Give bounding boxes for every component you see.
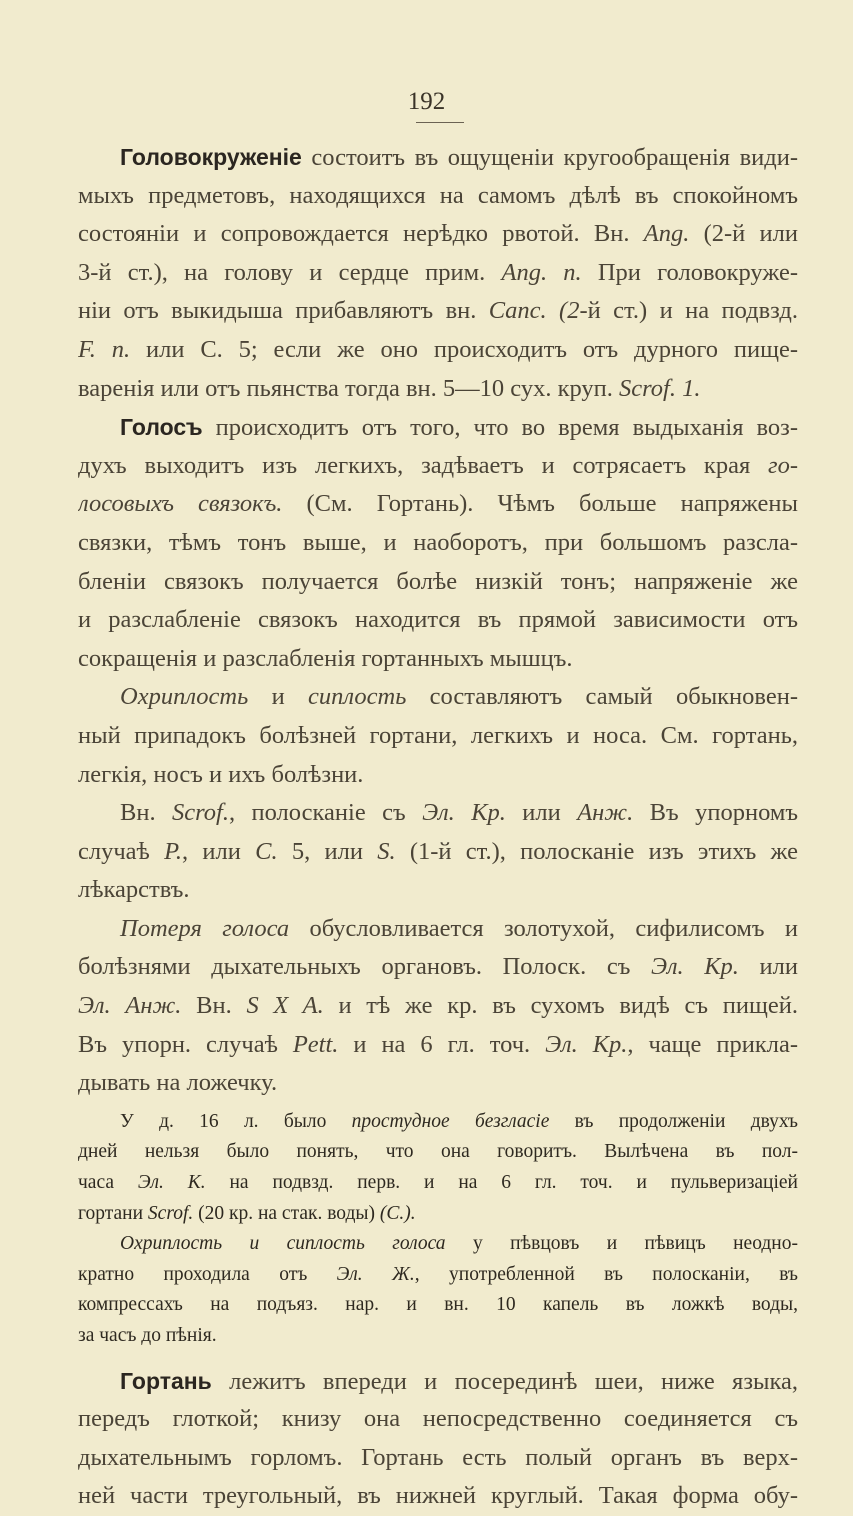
- text-line: состояніи и сопровождается нерѣдко рвотой. Вн. Ang. (2-й или: [78, 220, 798, 248]
- text-line: Вн. Scrof., полосканіе съ Эл. Кр. или Анж. Въ упорномъ: [120, 799, 798, 827]
- text-line: дыхательнымъ горломъ. Гортань есть полый органъ въ верх-: [78, 1443, 798, 1471]
- text-line: кратно проходила отъ Эл. Ж., употребленной въ полосканіи, въ: [78, 1263, 798, 1285]
- paragraph-golovokruzhenie: [78, 138, 798, 408]
- page-number: 192: [407, 88, 446, 115]
- text-line: мыхъ предметовъ, находящихся на самомъ дѣлѣ въ спокойномъ: [78, 181, 798, 209]
- text-line: гортани Scrof. (20 кр. на стак. воды) (С.).: [78, 1202, 416, 1224]
- text-line: связки, тѣмъ тонъ выше, и наоборотъ, при большомъ разсла-: [78, 528, 798, 556]
- paragraph-treatment: [78, 794, 798, 910]
- text-line: Охриплость и сиплость составляютъ самый обыкновен-: [120, 683, 798, 711]
- text-line: F. n. или С. 5; если же оно происходитъ отъ дурного пище-: [78, 335, 798, 363]
- text-line: У д. 16 л. было простудное безгласіе въ продолженіи двухъ: [120, 1110, 798, 1132]
- text-line: дывать на ложечку.: [78, 1069, 278, 1097]
- text-line: компрессахъ на подъяз. нар. и вн. 10 капель въ ложкѣ воды,: [78, 1294, 798, 1316]
- text-line: ней части треугольный, въ нижней круглый. Такая форма обу-: [78, 1482, 798, 1510]
- text-line: ніи отъ выкидыша прибавляютъ вн. Canc. (2-й ст.) и на подвзд.: [78, 297, 798, 325]
- text-line: Эл. Анж. Вн. S X A. и тѣ же кр. въ сухомъ видѣ съ пищей.: [78, 992, 798, 1020]
- text-line: Голосъ происходитъ отъ того, что во время выдыханія воз-: [120, 414, 798, 442]
- text-line: лѣкарствъ.: [78, 876, 190, 904]
- text-line: за часъ до пѣнія.: [78, 1325, 217, 1346]
- text-line: легкія, носъ и ихъ болѣзни.: [78, 760, 364, 788]
- text-line: Гортань лежитъ впереди и посерединѣ шеи, ниже языка,: [120, 1367, 798, 1395]
- text-line: Головокруженіе состоитъ въ ощущеніи кругообращенія види-: [120, 144, 798, 171]
- paragraph-golos: [78, 408, 798, 678]
- text-line: болѣзнями дыхательныхъ органовъ. Полоск. съ Эл. Кр. или: [78, 953, 798, 981]
- text-line: Потеря голоса обусловливается золотухой, сифилисомъ и: [120, 914, 798, 942]
- text-line: духъ выходитъ изъ легкихъ, задѣваетъ и сотрясаетъ края го-: [78, 451, 798, 479]
- entry-heading: Головокруженіе: [120, 144, 302, 170]
- text-line: Въ упорн. случаѣ Pett. и на 6 гл. точ. Эл. Кр., чаще прикла-: [78, 1030, 798, 1058]
- paragraph-poterya-golosa: [78, 910, 798, 1103]
- text-line: ный припадокъ болѣзней гортани, легкихъ и носа. См. гортань,: [78, 721, 798, 749]
- text-line: и разслабленіе связокъ находится въ прямой зависимости отъ: [78, 606, 798, 634]
- text-line: 3-й ст.), на голову и сердце прим. Ang. n. При головокруже-: [78, 258, 798, 286]
- body-text: [78, 138, 798, 1516]
- text-line: дней нельзя было понять, что она говоритъ. Вылѣчена въ пол-: [78, 1141, 798, 1163]
- text-line: передъ глоткой; книзу она непосредственно соединяется съ: [78, 1405, 798, 1433]
- text-line: часа Эл. К. на подвзд. перв. и на 6 гл. точ. и пульверизаціей: [78, 1172, 798, 1194]
- paragraph-okhriplost: [78, 678, 798, 794]
- paragraph-gortan: [78, 1362, 798, 1516]
- text-line: лосовыхъ связокъ. (См. Гортань). Чѣмъ больше напряжены: [78, 490, 798, 518]
- text-line: Охриплость и сиплость голоса у пѣвцовъ и пѣвицъ неодно-: [120, 1233, 798, 1255]
- case-notes: [78, 1107, 798, 1352]
- text-line: бленіи связокъ получается болѣе низкій тонъ; напряженіе же: [78, 567, 798, 595]
- entry-heading: Гортань: [120, 1367, 212, 1394]
- text-line: сокращенія и разслабленія гортанныхъ мышцъ.: [78, 644, 573, 672]
- entry-heading: Голосъ: [120, 414, 203, 441]
- text-line: варенія или отъ пьянства тогда вн. 5—10 сух. круп. Scrof. 1.: [78, 374, 701, 402]
- page-number-rule: [416, 122, 464, 123]
- text-line: случаѣ P., или C. 5, или S. (1-й ст.), полосканіе изъ этихъ же: [78, 837, 798, 865]
